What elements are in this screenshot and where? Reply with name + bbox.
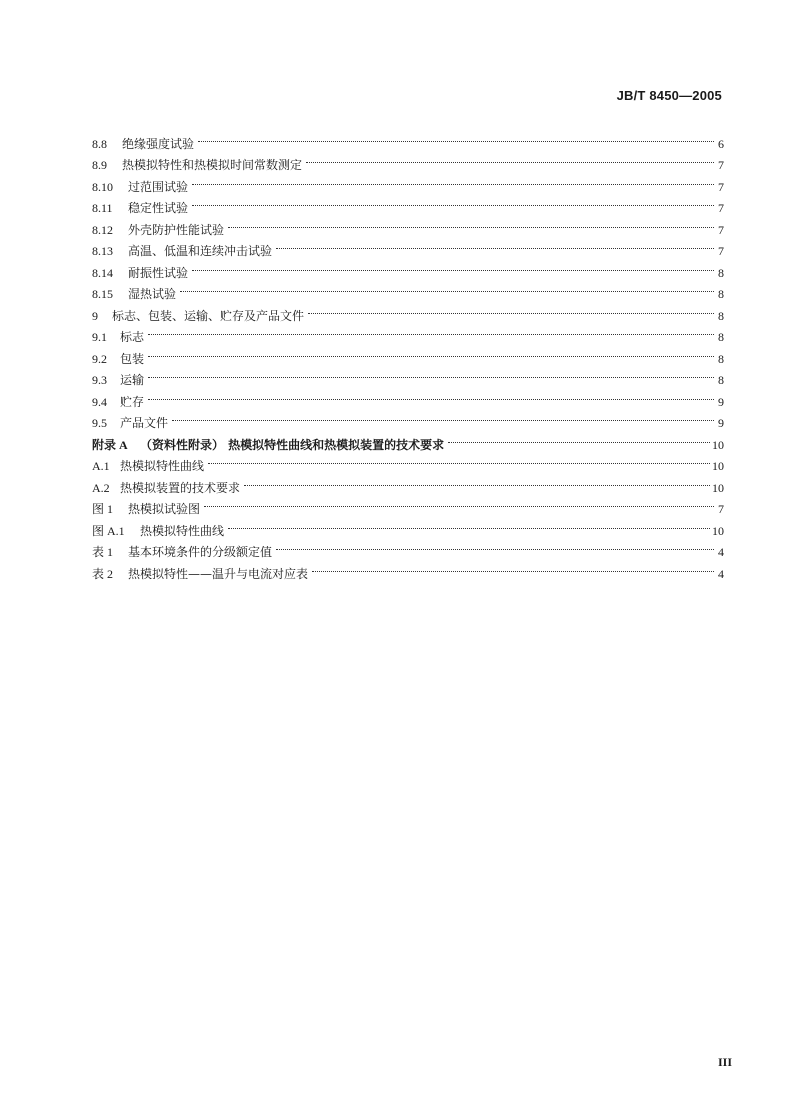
toc-leader-dots [170, 406, 714, 428]
toc-entry-page: 7 [718, 222, 724, 237]
toc-entry-title: 热模拟特性——温升与电流对应表 [128, 566, 309, 581]
toc-leader-dots [306, 298, 714, 320]
toc-entry-page: 6 [718, 136, 724, 151]
toc-leader-dots [196, 126, 714, 148]
toc-leader-dots [226, 513, 710, 535]
toc-leader-dots [146, 341, 714, 363]
toc-entry-number: 8.8 [92, 136, 107, 151]
toc-entry-page: 10 [712, 459, 724, 473]
toc-entry-page: 7 [718, 179, 724, 194]
toc-entry-number: 8.10 [92, 179, 113, 194]
toc-entry-title: 热模拟试验图 [128, 502, 201, 516]
toc-entry-title: 热模拟装置的技术要求 [120, 480, 241, 495]
toc-leader-dots [226, 212, 714, 234]
toc-entry[interactable] [92, 298, 724, 323]
toc-entry[interactable] [92, 320, 724, 342]
toc-leader-dots [274, 535, 714, 557]
toc-entry-page: 8 [718, 287, 724, 301]
toc-entry-page: 7 [718, 244, 724, 258]
toc-leader-dots [206, 449, 710, 471]
toc-entry-page: 8 [718, 308, 724, 323]
toc-entry-title: 稳定性试验 [128, 201, 189, 215]
toc-entry-number: 8.13 [92, 244, 113, 258]
toc-entry-page: 7 [718, 502, 724, 516]
toc-entry-title: 湿热试验 [128, 287, 177, 301]
toc-entry-title: 过范围试验 [128, 179, 189, 194]
standard-code: JB/T 8450—2005 [616, 88, 722, 103]
toc-leader-dots [304, 148, 714, 170]
toc-entry[interactable] [92, 341, 724, 366]
toc-leader-dots [274, 234, 714, 256]
toc-leader-dots [446, 427, 710, 449]
toc-leader-dots [190, 191, 714, 213]
page-number: III [717, 1055, 732, 1069]
toc-entry-title: 热模拟特性曲线 [140, 523, 225, 538]
toc-entry-number: 9 [92, 308, 98, 323]
toc-entry-number: 9.2 [92, 351, 107, 366]
toc-entry-number: 表 1 [92, 545, 114, 559]
toc-entry-number: 9.5 [92, 416, 107, 430]
toc-entry-page: 9 [718, 394, 724, 409]
toc-entry[interactable] [92, 126, 724, 151]
toc-entry-number: 8.15 [92, 287, 113, 301]
toc-entry-page: 9 [718, 416, 724, 430]
toc-leader-dots [146, 363, 714, 385]
toc-entry-title: （资料性附录） 热模拟特性曲线和热模拟装置的技术要求 [140, 437, 445, 452]
toc-leader-dots [310, 556, 714, 578]
toc-entry-title: 贮存 [120, 394, 145, 409]
toc-leader-dots [242, 470, 710, 492]
toc-entry-number: 图 1 [92, 502, 114, 516]
toc-entry-page: 10 [712, 480, 724, 495]
toc-entry-number: 8.12 [92, 222, 113, 237]
toc-entry-number: 附录 A [92, 437, 128, 452]
toc-entry-number: 图 A.1 [92, 523, 125, 538]
toc-entry-page: 8 [718, 373, 724, 387]
toc-entry-number: 表 2 [92, 566, 114, 581]
toc-entry-number: A.1 [92, 459, 110, 473]
toc-entry[interactable] [92, 427, 724, 452]
toc-entry-title: 产品文件 [120, 416, 169, 430]
toc-entry-number: 9.1 [92, 330, 107, 344]
toc-leader-dots [178, 277, 714, 299]
toc-entry-page: 10 [712, 437, 724, 452]
toc-entry-page: 8 [718, 330, 724, 344]
table-of-contents [92, 126, 724, 581]
toc-entry[interactable] [92, 406, 724, 428]
toc-entry-page: 7 [718, 201, 724, 215]
toc-entry-number: 9.4 [92, 394, 107, 409]
toc-entry[interactable] [92, 363, 724, 385]
toc-leader-dots [146, 320, 714, 342]
toc-entry-number: A.2 [92, 480, 110, 495]
toc-entry-title: 包装 [120, 351, 145, 366]
toc-entry-number: 8.11 [92, 201, 113, 215]
toc-entry-title: 标志、包装、运输、贮存及产品文件 [112, 308, 305, 323]
toc-entry-title: 外壳防护性能试验 [128, 222, 225, 237]
toc-leader-dots [190, 255, 714, 277]
toc-leader-dots [146, 384, 714, 406]
toc-entry-page: 8 [718, 265, 724, 280]
toc-entry-number: 8.14 [92, 265, 113, 280]
toc-leader-dots [190, 169, 714, 191]
toc-entry[interactable] [92, 277, 724, 299]
toc-entry-title: 绝缘强度试验 [122, 136, 195, 151]
toc-entry-page: 7 [718, 158, 724, 172]
toc-entry-title: 基本环境条件的分级额定值 [128, 545, 273, 559]
toc-entry-page: 4 [718, 545, 724, 559]
toc-entry-page: 8 [718, 351, 724, 366]
toc-entry-number: 9.3 [92, 373, 107, 387]
toc-entry-title: 热模拟特性和热模拟时间常数测定 [122, 158, 303, 172]
toc-entry-page: 10 [712, 523, 724, 538]
toc-entry-title: 高温、低温和连续冲击试验 [128, 244, 273, 258]
toc-entry-title: 耐振性试验 [128, 265, 189, 280]
toc-entry-title: 运输 [120, 373, 145, 387]
toc-entry[interactable] [92, 384, 724, 409]
toc-leader-dots [202, 492, 714, 514]
toc-entry-number: 8.9 [92, 158, 107, 172]
toc-entry-title: 热模拟特性曲线 [120, 459, 205, 473]
toc-entry-page: 4 [718, 566, 724, 581]
toc-entry-title: 标志 [120, 330, 145, 344]
